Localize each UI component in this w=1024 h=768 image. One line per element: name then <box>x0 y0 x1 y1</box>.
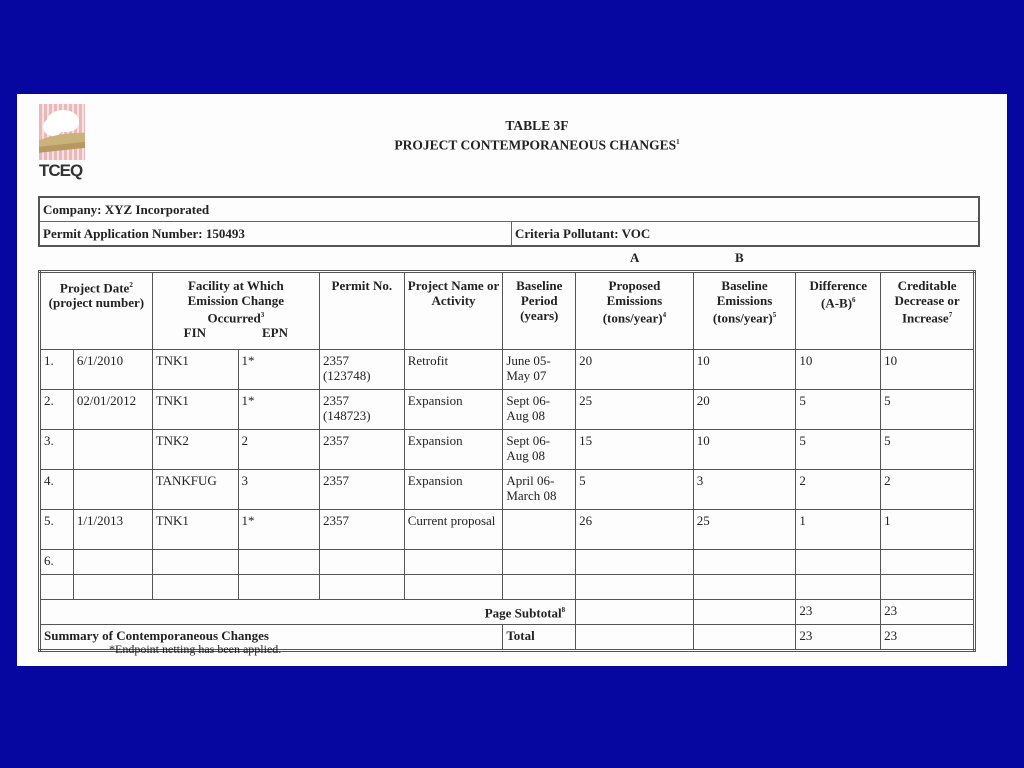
subtotal-creditable: 23 <box>881 600 975 625</box>
difference: 10 <box>796 350 881 390</box>
proposed-emissions: 25 <box>576 390 694 430</box>
contemporaneous-changes-table <box>38 270 976 652</box>
project-date <box>73 430 152 470</box>
table-row <box>40 350 975 390</box>
col-epn: EPN <box>261 325 288 341</box>
epn <box>238 550 319 575</box>
subtotal-row <box>40 600 975 625</box>
subtotal-baseline <box>693 600 796 625</box>
difference: 1 <box>796 510 881 550</box>
fin: TNK1 <box>152 510 238 550</box>
difference <box>796 550 881 575</box>
subtotal-proposed <box>576 600 694 625</box>
permit-no: 2357 (123748) <box>319 350 404 390</box>
tceq-logo <box>39 104 87 182</box>
permit-no: 2357 <box>319 510 404 550</box>
summary-label: Summary of Contemporaneous Changes <box>40 625 503 651</box>
table-row <box>40 390 975 430</box>
permit-no <box>319 575 404 600</box>
company-field: Company: XYZ Incorporated <box>43 202 210 217</box>
total-difference: 23 <box>796 625 881 651</box>
column-marker-b: B <box>735 250 744 265</box>
fin: TNK1 <box>152 390 238 430</box>
baseline-period: Sept 06- Aug 08 <box>503 430 576 470</box>
permit-no <box>319 550 404 575</box>
document-page <box>17 94 1007 666</box>
baseline-emissions: 10 <box>693 430 796 470</box>
logo-text: TCEQ <box>39 161 83 180</box>
baseline-emissions: 10 <box>693 350 796 390</box>
epn: 1* <box>238 390 319 430</box>
project-date: 02/01/2012 <box>73 390 152 430</box>
epn: 3 <box>238 470 319 510</box>
creditable: 2 <box>881 470 975 510</box>
baseline-period <box>503 550 576 575</box>
proposed-emissions <box>576 575 694 600</box>
epn: 2 <box>238 430 319 470</box>
project-name <box>404 550 503 575</box>
project-date <box>73 550 152 575</box>
epn: 1* <box>238 510 319 550</box>
title-line-1: TABLE 3F <box>505 118 569 133</box>
difference: 2 <box>796 470 881 510</box>
col-creditable: Creditable Decrease or Increase$^7$ <box>881 272 975 350</box>
creditable: 5 <box>881 390 975 430</box>
proposed-emissions: 5 <box>576 470 694 510</box>
creditable: 5 <box>881 430 975 470</box>
row-number: 2. <box>40 390 74 430</box>
subtotal-difference: 23 <box>796 600 881 625</box>
col-facility: Facility at Which Emission Change Occurred$^3$ FIN EPN <box>152 272 319 350</box>
logo-graphic-icon <box>39 104 85 160</box>
row-number: 1. <box>40 350 74 390</box>
project-date: 6/1/2010 <box>73 350 152 390</box>
criteria-pollutant-field: Criteria Pollutant: VOC <box>515 226 651 241</box>
row-number <box>40 575 74 600</box>
baseline-emissions <box>693 550 796 575</box>
permit-no: 2357 <box>319 430 404 470</box>
project-name: Expansion <box>404 430 503 470</box>
title-line-2: PROJECT CONTEMPORANEOUS CHANGES$^1$ <box>394 137 680 153</box>
fin: TNK1 <box>152 350 238 390</box>
epn <box>238 575 319 600</box>
col-permit-no: Permit No. <box>319 272 404 350</box>
page-subtotal-label: Page Subtotal$^8$ <box>40 600 576 625</box>
baseline-period: June 05- May 07 <box>503 350 576 390</box>
table-row <box>40 575 975 600</box>
total-creditable: 23 <box>881 625 975 651</box>
difference: 5 <box>796 390 881 430</box>
permit-no: 2357 (148723) <box>319 390 404 430</box>
proposed-emissions: 15 <box>576 430 694 470</box>
col-difference: Difference $(A-B)^6$ <box>796 272 881 350</box>
table-row <box>40 430 975 470</box>
total-proposed <box>576 625 694 651</box>
creditable <box>881 550 975 575</box>
project-name: Expansion <box>404 390 503 430</box>
fin: TNK2 <box>152 430 238 470</box>
baseline-emissions: 25 <box>693 510 796 550</box>
col-project-name: Project Name or Activity <box>404 272 503 350</box>
table-row <box>40 470 975 510</box>
permit-application-field: Permit Application Number: 150493 <box>40 222 512 245</box>
table-row <box>40 550 975 575</box>
col-baseline-period: Baseline Period (years) <box>503 272 576 350</box>
creditable: 1 <box>881 510 975 550</box>
col-fin: FIN <box>183 325 207 341</box>
col-project-date: Project Date$^2$ (project number) <box>40 272 153 350</box>
footnote: *Endpoint netting has been applied. <box>109 642 282 656</box>
page-title <box>317 118 757 154</box>
epn: 1* <box>238 350 319 390</box>
project-date: 1/1/2013 <box>73 510 152 550</box>
project-name <box>404 575 503 600</box>
total-label: Total <box>503 625 576 651</box>
total-baseline <box>693 625 796 651</box>
project-name: Retrofit <box>404 350 503 390</box>
table-row <box>40 510 975 550</box>
header-row <box>40 272 975 350</box>
baseline-period: Sept 06- Aug 08 <box>503 390 576 430</box>
row-number: 6. <box>40 550 74 575</box>
baseline-emissions <box>693 575 796 600</box>
proposed-emissions: 26 <box>576 510 694 550</box>
project-date <box>73 575 152 600</box>
row-number: 3. <box>40 430 74 470</box>
fin <box>152 550 238 575</box>
row-number: 4. <box>40 470 74 510</box>
baseline-emissions: 20 <box>693 390 796 430</box>
baseline-period <box>503 510 576 550</box>
proposed-emissions <box>576 550 694 575</box>
baseline-emissions: 3 <box>693 470 796 510</box>
creditable: 10 <box>881 350 975 390</box>
difference <box>796 575 881 600</box>
project-name: Current proposal <box>404 510 503 550</box>
baseline-period: April 06- March 08 <box>503 470 576 510</box>
fin <box>152 575 238 600</box>
creditable <box>881 575 975 600</box>
baseline-period <box>503 575 576 600</box>
proposed-emissions: 20 <box>576 350 694 390</box>
project-date <box>73 470 152 510</box>
difference: 5 <box>796 430 881 470</box>
project-name: Expansion <box>404 470 503 510</box>
row-number: 5. <box>40 510 74 550</box>
fin: TANKFUG <box>152 470 238 510</box>
col-baseline-emissions: Baseline Emissions (tons/year)$^5$ <box>693 272 796 350</box>
col-proposed-emissions: Proposed Emissions (tons/year)$^4$ <box>576 272 694 350</box>
info-box <box>38 196 980 247</box>
permit-no: 2357 <box>319 470 404 510</box>
column-marker-a: A <box>630 250 640 265</box>
